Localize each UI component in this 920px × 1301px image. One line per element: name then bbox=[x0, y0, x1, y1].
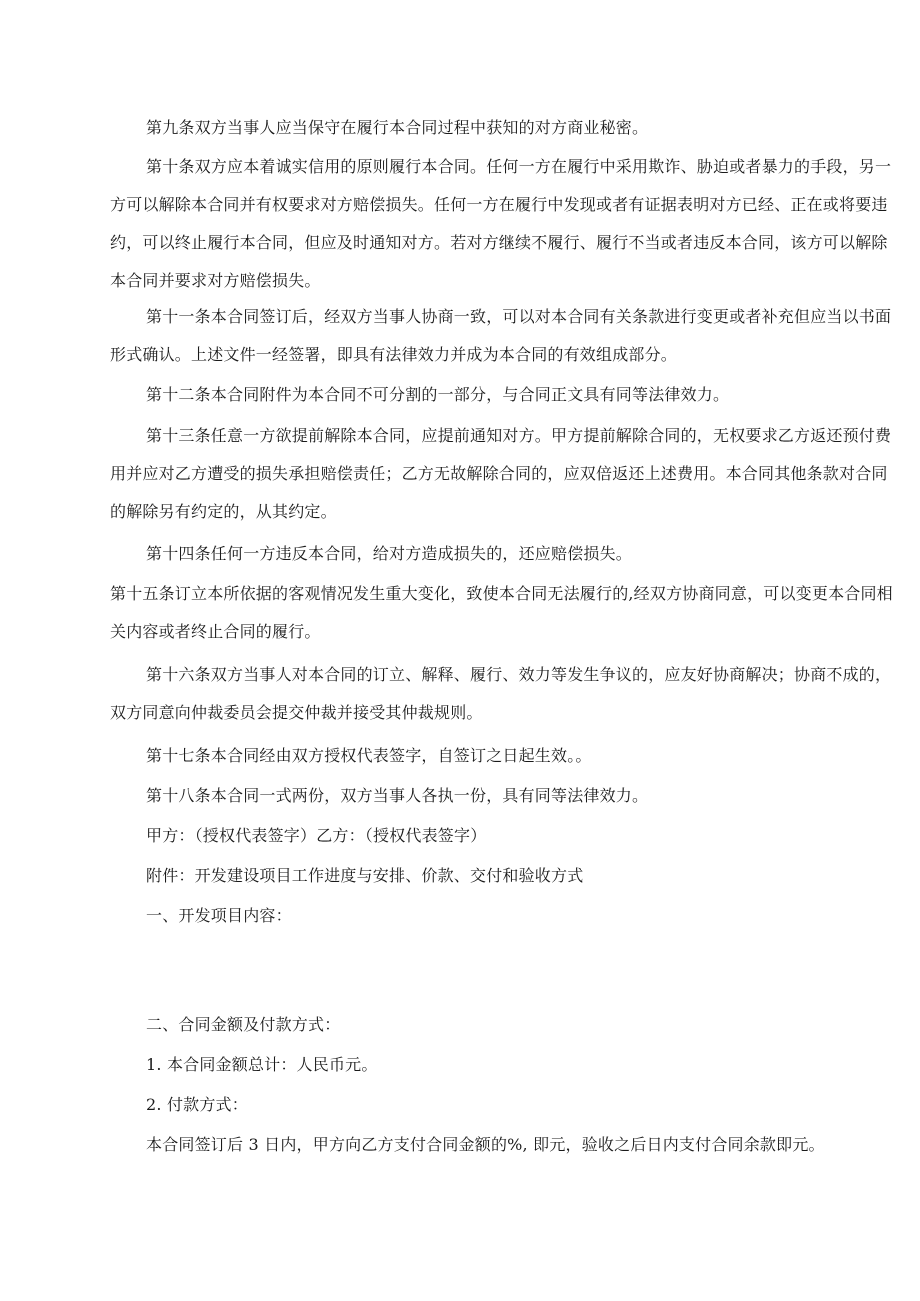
article-15: 第十五条订立本所依据的客观情况发生重大变化，致使本合同无法履行的,经双方协商同意，可以变更本合同相关内容或者终止合同的履行。 bbox=[110, 584, 893, 641]
article-13: 第十三条任意一方欲提前解除本合同，应提前通知对方。甲方提前解除合同的，无权要求乙方返还预付费用并应对乙方遭受的损失承担赔偿责任；乙方无故解除合同的，应双倍返还上述费用。本合同其他条款对合同的解除另有约定的，从其约定。 bbox=[110, 426, 892, 521]
signature-line: 甲方：（授权代表签字）乙方：（授权代表签字） bbox=[146, 826, 487, 845]
article-12: 第十二条本合同附件为本合同不可分割的一部分，与合同正文具有同等法律效力。 bbox=[146, 385, 730, 404]
article-14: 第十四条任何一方违反本合同，给对方造成损失的，还应赔偿损失。 bbox=[146, 544, 633, 563]
article-17: 第十七条本合同经由双方授权代表签字，自签订之日起生效。。 bbox=[146, 746, 592, 765]
article-18: 第十八条本合同一式两份，双方当事人各执一份，具有同等法律效力。 bbox=[146, 786, 649, 805]
article-16: 第十六条双方当事人对本合同的订立、解释、履行、效力等发生争议的，应友好协商解决；协商不成的，双方同意向仲裁委员会提交仲裁并接受其仲裁规则。 bbox=[110, 665, 892, 722]
section-1-heading: 一、开发项目内容： bbox=[146, 906, 292, 925]
article-11: 第十一条本合同签订后，经双方当事人协商一致，可以对本合同有关条款进行变更或者补充但应当以书面形式确认。上述文件一经签署，即具有法律效力并成为本合同的有效组成部分。 bbox=[110, 307, 892, 364]
section-2-heading: 二、合同金额及付款方式： bbox=[146, 1015, 341, 1034]
payment-terms: 本合同签订后 3 日内，甲方向乙方支付合同金额的%, 即元，验收之后日内支付合同余款即元。 bbox=[146, 1135, 825, 1154]
article-10: 第十条双方应本着诚实信用的原则履行本合同。任何一方在履行中采用欺诈、胁迫或者暴力的手段，另一方可以解除本合同并有权要求对方赔偿损失。任何一方在履行中发现或者有证据表明对方已经、正在或将要违约，可以终止履行本合同，但应及时通知对方。若对方继续不履行、履行不当或者违反本合同，该方可以解除本合同并要求对方赔偿损失。 bbox=[110, 157, 892, 290]
attachment-title: 附件：开发建设项目工作进度与安排、价款、交付和验收方式 bbox=[146, 866, 584, 885]
payment-method-item: 2. 付款方式： bbox=[146, 1095, 248, 1114]
contract-amount-item: 1. 本合同金额总计：人民币元。 bbox=[146, 1055, 378, 1074]
article-9: 第九条双方当事人应当保守在履行本合同过程中获知的对方商业秘密。 bbox=[146, 118, 649, 137]
